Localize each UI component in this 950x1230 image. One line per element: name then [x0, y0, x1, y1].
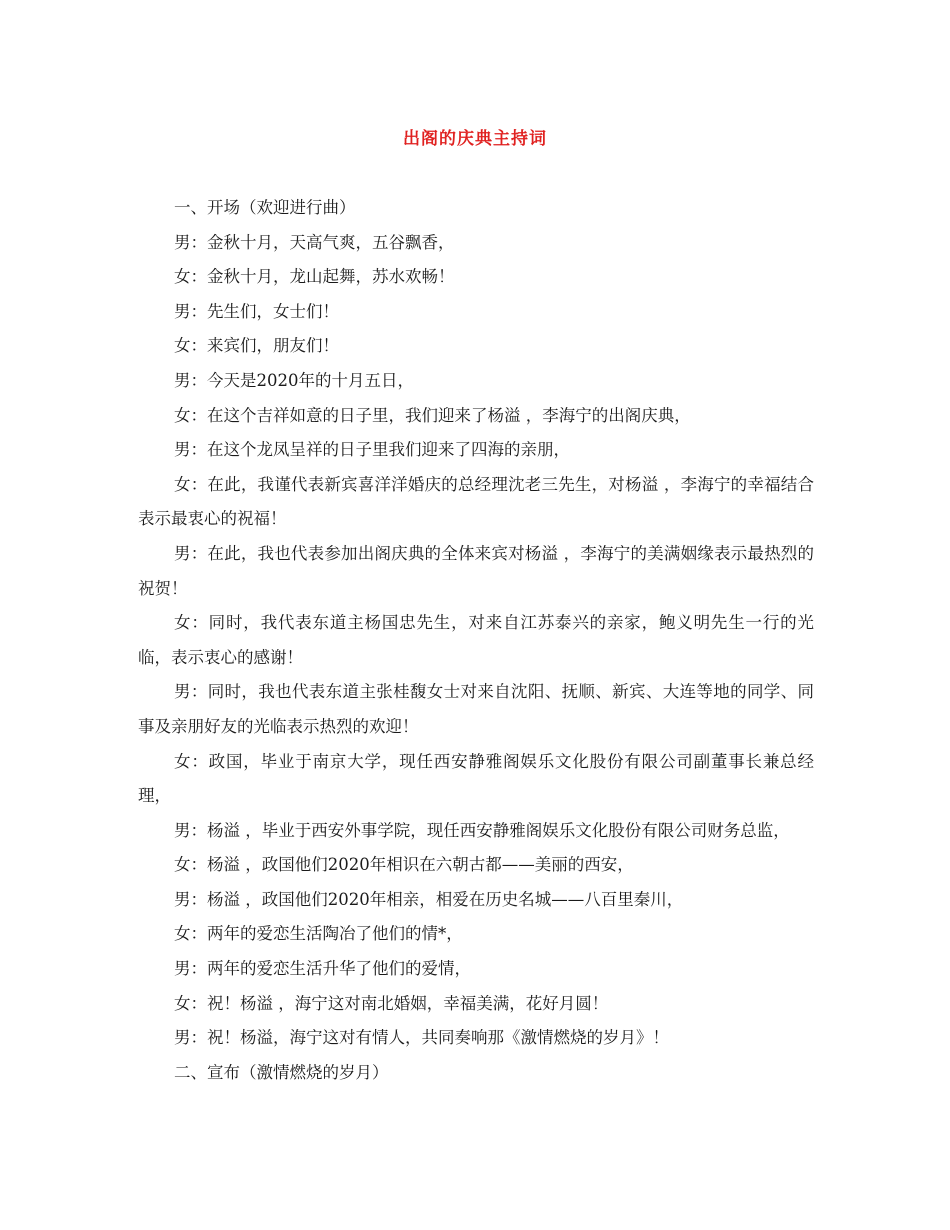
paragraph: 男：祝！杨溢，海宁这对有情人，共同奏响那《激情燃烧的岁月》！	[174, 1028, 669, 1048]
paragraph: 男：先生们，女士们！	[174, 301, 339, 321]
paragraph: 女：来宾们，朋友们！	[174, 336, 339, 356]
paragraph: 男：金秋十月，天高气爽，五谷飘香，	[174, 232, 455, 252]
paragraph: 女：金秋十月，龙山起舞，苏水欢畅！	[174, 267, 455, 287]
paragraph: 女：在这个吉祥如意的日子里，我们迎来了杨溢 ，李海宁的出阁庆典，	[174, 405, 691, 425]
paragraph: 女：在此，我谨代表新宾喜洋洋婚庆的总经理沈老三先生，对杨溢 ，李海宁的幸福结合表示最衷心的祝福！	[138, 474, 814, 529]
paragraph: 男：今天是2020年的十月五日，	[174, 370, 414, 390]
paragraph: 男：杨溢 ，政国他们2020年相亲，相爱在历史名城——八百里秦川，	[174, 889, 684, 909]
paragraph: 男：在这个龙凤呈祥的日子里我们迎来了四海的亲朋，	[174, 440, 570, 460]
section-heading: 一、开场（欢迎进行曲）	[174, 198, 356, 217]
paragraph: 女：杨溢 ，政国他们2020年相识在六朝古都——美丽的西安，	[174, 855, 634, 875]
paragraph: 女：两年的爱恋生活陶冶了他们的情*，	[174, 924, 463, 944]
paragraph: 女：政国，毕业于南京大学，现任西安静雅阁娱乐文化股份有限公司副董事长兼总经理，	[138, 751, 814, 806]
paragraph: 男：在此，我也代表参加出阁庆典的全体来宾对杨溢 ，李海宁的美满姻缘表示最热烈的祝贺！	[138, 543, 814, 598]
paragraph: 男：同时，我也代表东道主张桂馥女士对来自沈阳、抚顺、新宾、大连等地的同学、同事及亲朋好友的光临表示热烈的欢迎！	[138, 682, 814, 736]
paragraph: 女：同时，我代表东道主杨国忠先生，对来自江苏泰兴的亲家，鲍义明先生一行的光临，表示衷心的感谢！	[138, 613, 814, 667]
paragraph: 男：杨溢 ，毕业于西安外事学院，现任西安静雅阁娱乐文化股份有限公司财务总监，	[174, 820, 790, 840]
paragraph: 女：祝！杨溢 ，海宁这对南北婚姻，幸福美满，花好月圆！	[174, 993, 609, 1013]
section-heading: 二、宣布（激情燃烧的岁月）	[174, 1062, 389, 1082]
paragraph: 男：两年的爱恋生活升华了他们的爱情，	[174, 959, 471, 979]
document-body	[138, 191, 814, 1090]
document-title: 出阁的庆典主持词	[403, 129, 547, 149]
